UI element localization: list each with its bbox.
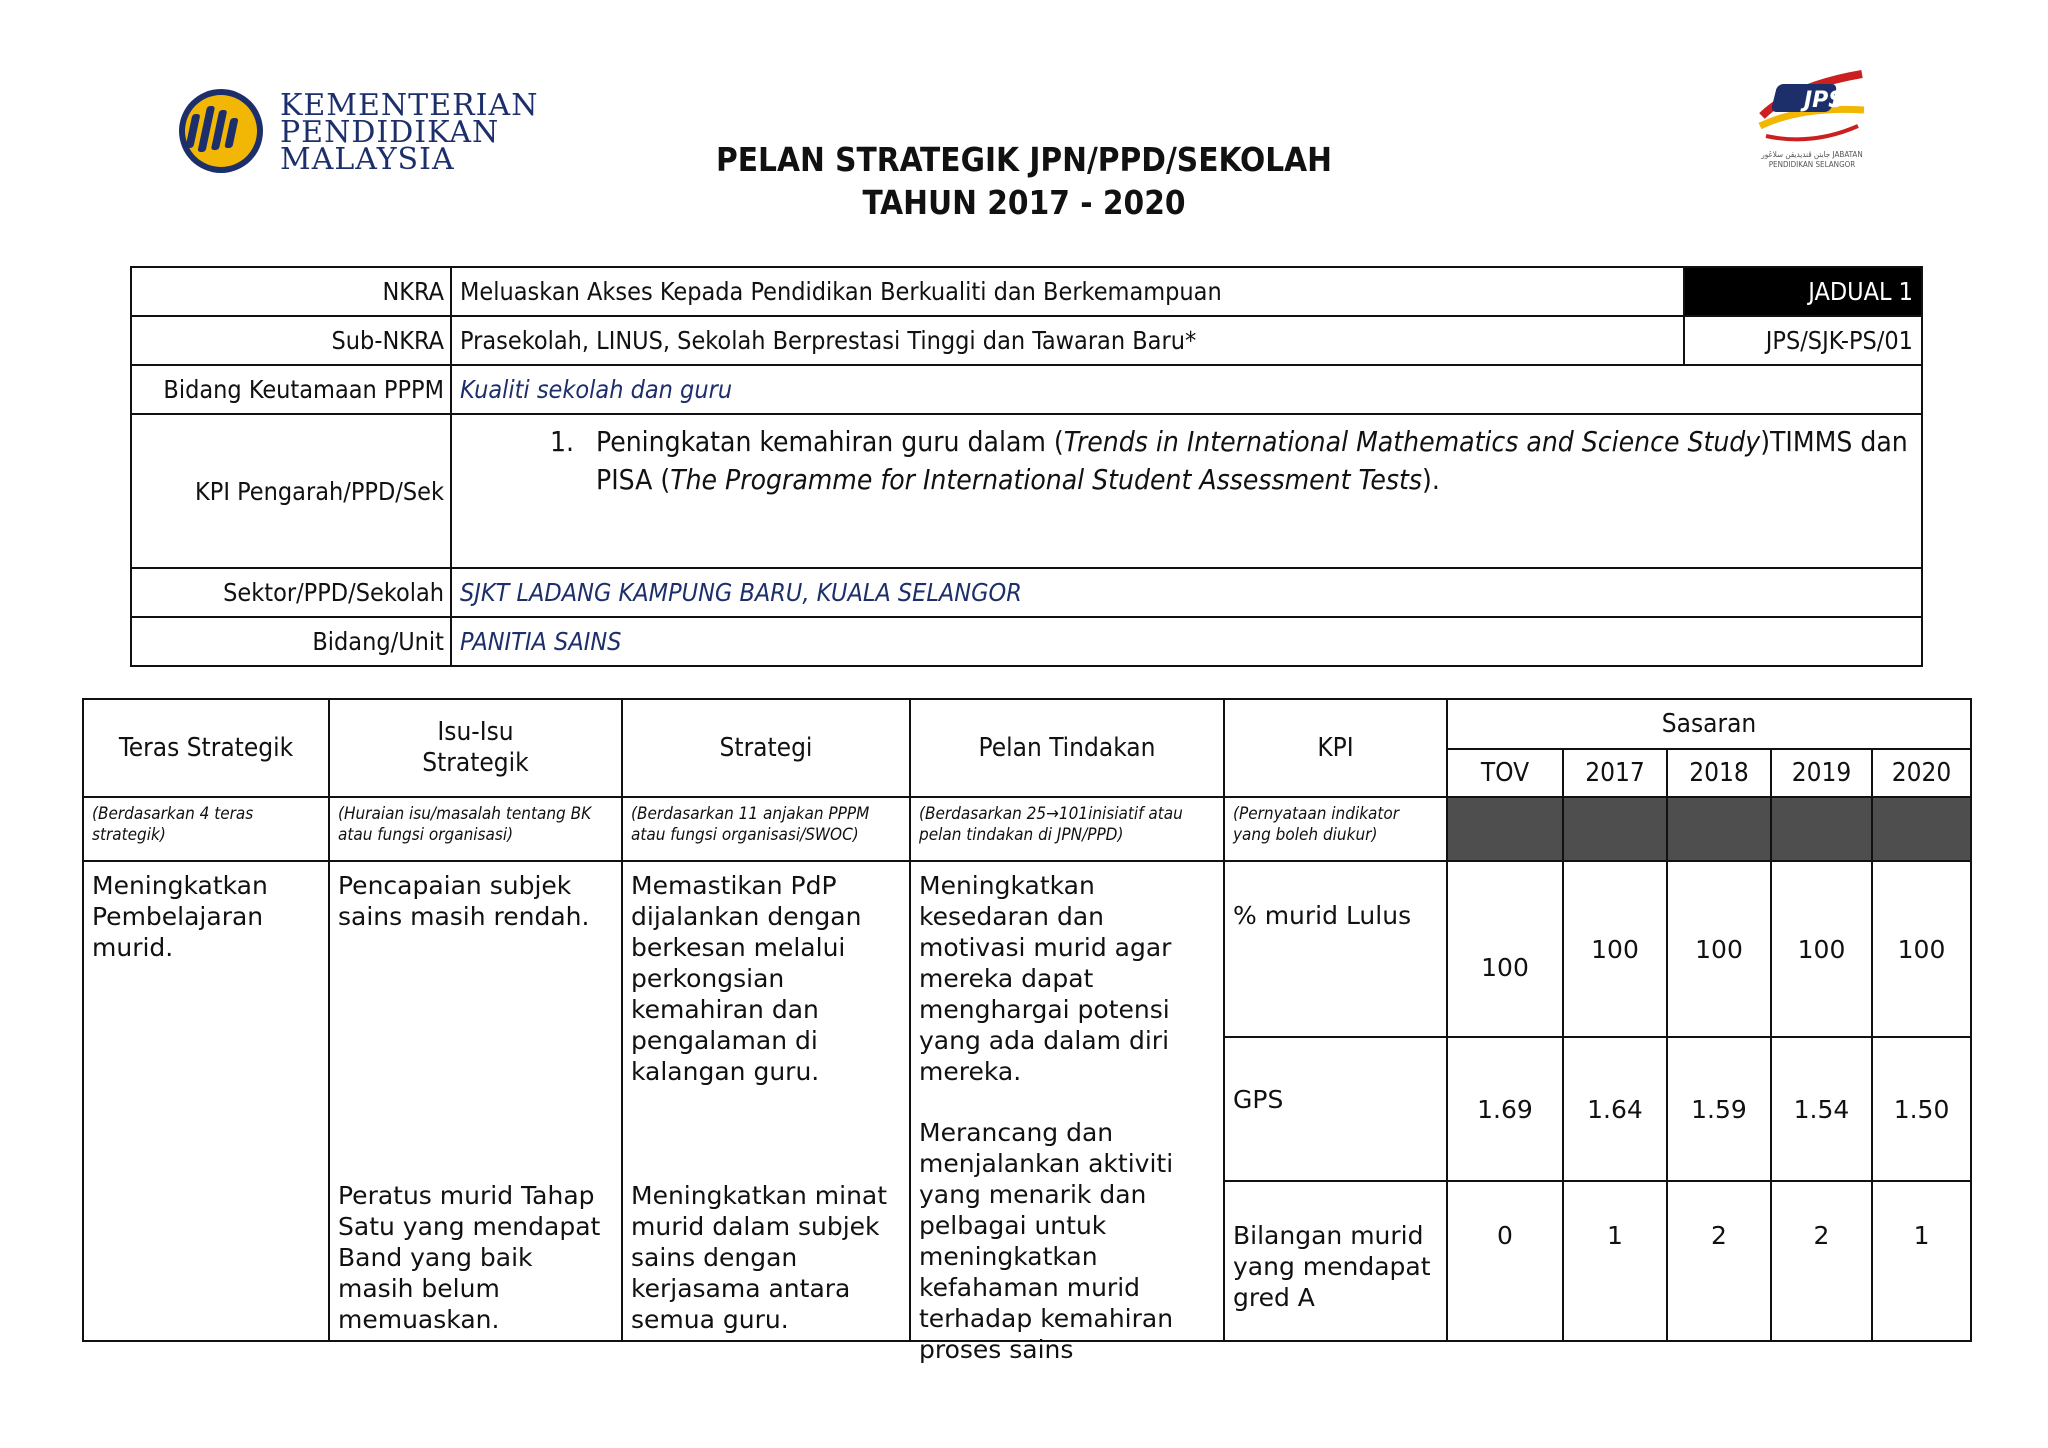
bidang-value: Kualiti sekolah dan guru xyxy=(451,365,1922,414)
kpi-cell: Bilangan murid yang mendapat gred A xyxy=(1224,1181,1447,1341)
subheader-strategi: (Berdasarkan 11 anjakan PPPM atau fungsi organisasi/SWOC) xyxy=(622,797,910,861)
kpi-statement: Peningkatan kemahiran guru dalam (Trends in International Mathematics and Science Study)TIMMS dan PISA (The Programme for International Student Assessment Tests). xyxy=(596,425,1908,496)
kpi-cell: % murid Lulus xyxy=(1224,861,1447,1037)
page-subtitle: TAHUN 2017 - 2020 xyxy=(862,183,1186,222)
kpi-value xyxy=(451,414,1922,568)
target-value: 100 xyxy=(1563,861,1667,1037)
pelan-item: Merancang dan menjalankan aktiviti yang menarik dan pelbagai untuk meningkatkan kefahaman murid terhadap kemahiran proses sains xyxy=(919,1118,1174,1364)
target-value: 1.69 xyxy=(1447,1037,1563,1181)
jps-logo-icon xyxy=(1752,66,1872,150)
header-year: 2018 xyxy=(1667,749,1771,797)
target-value: 1 xyxy=(1563,1181,1667,1341)
header-year: 2020 xyxy=(1872,749,1971,797)
nkra-value: Meluaskan Akses Kepada Pendidikan Berkualiti dan Berkemampuan xyxy=(451,267,1684,316)
target-value: 1.59 xyxy=(1667,1037,1771,1181)
target-value: 1.64 xyxy=(1563,1037,1667,1181)
isu-cell xyxy=(329,861,622,1341)
sektor-value: SJKT LADANG KAMPUNG BARU, KUALA SELANGOR xyxy=(451,568,1922,617)
isu-item: Peratus murid Tahap Satu yang mendapat Band yang baik masih belum memuaskan. xyxy=(338,1181,601,1334)
target-value: 100 xyxy=(1872,861,1971,1037)
subnkra-value: Prasekolah, LINUS, Sekolah Berprestasi Tinggi dan Tawaran Baru* xyxy=(451,316,1684,365)
jps-logo xyxy=(1752,66,1872,176)
shaded-cell xyxy=(1872,797,1971,861)
target-value: 100 xyxy=(1771,861,1872,1037)
info-table xyxy=(130,266,1923,667)
strategi-item: Meningkatkan minat murid dalam subjek sains dengan kerjasama antara semua guru. xyxy=(631,1181,888,1334)
header-year: 2017 xyxy=(1563,749,1667,797)
kpi-list-item xyxy=(550,423,1913,499)
unit-row xyxy=(131,617,1922,666)
subheader-isu: (Huraian isu/masalah tentang BK atau fungsi organisasi) xyxy=(329,797,622,861)
strategi-item: Memastikan PdP dijalankan dengan berkesan melalui perkongsian kemahiran dan pengalaman di kalangan guru. xyxy=(631,871,862,1086)
unit-value: PANITIA SAINS xyxy=(451,617,1922,666)
target-value: 2 xyxy=(1771,1181,1872,1341)
header-teras: Teras Strategik xyxy=(83,699,329,797)
subnkra-label: Sub-NKRA xyxy=(131,316,451,365)
jps-caption: جابتن ڤنديديقن سلاڠور JABATAN PENDIDIKAN SELANGOR xyxy=(1761,150,1863,169)
header-isu: Isu-Isu Strategik xyxy=(329,699,622,797)
target-value: 2 xyxy=(1667,1181,1771,1341)
nkra-row xyxy=(131,267,1922,316)
jadual-badge: JADUAL 1 xyxy=(1684,267,1922,316)
header-year: TOV xyxy=(1447,749,1563,797)
subheader-pelan: (Berdasarkan 25→101inisiatif atau pelan tindakan di JPN/PPD) xyxy=(910,797,1224,861)
shaded-cell xyxy=(1667,797,1771,861)
kpm-logo-text: KEMENTERIAN PENDIDIKAN MALAYSIA xyxy=(280,88,539,177)
subheader-row xyxy=(83,797,1971,861)
isu-item: Pencapaian subjek sains masih rendah. xyxy=(338,871,590,931)
bidang-row xyxy=(131,365,1922,414)
header-sasaran: Sasaran xyxy=(1447,699,1971,749)
pelan-cell xyxy=(910,861,1224,1364)
unit-label: Bidang/Unit xyxy=(131,617,451,666)
page-title: PELAN STRATEGIK JPN/PPD/SEKOLAH xyxy=(716,140,1332,179)
sektor-label: Sektor/PPD/Sekolah xyxy=(131,568,451,617)
strategic-plan-table xyxy=(82,698,1972,1364)
kpi-label: KPI Pengarah/PPD/Sek xyxy=(131,414,451,568)
target-value: 100 xyxy=(1667,861,1771,1037)
header-strategi: Strategi xyxy=(622,699,910,797)
document-code: JPS/SJK-PS/01 xyxy=(1684,316,1922,365)
target-value: 0 xyxy=(1447,1181,1563,1341)
target-value: 100 xyxy=(1447,861,1563,1037)
header-row xyxy=(83,699,1971,749)
teras-cell: Meningkatkan Pembelajaran murid. xyxy=(83,861,329,1341)
target-value: 1.54 xyxy=(1771,1037,1872,1181)
kpi-number: 1. xyxy=(550,425,575,458)
shaded-cell xyxy=(1563,797,1667,861)
table-row xyxy=(83,861,1971,1037)
header-year: 2019 xyxy=(1771,749,1872,797)
nkra-label: NKRA xyxy=(131,267,451,316)
target-value: 1 xyxy=(1872,1181,1971,1341)
target-value: 1.50 xyxy=(1872,1037,1971,1181)
shaded-cell xyxy=(1771,797,1872,861)
header-kpi: KPI xyxy=(1224,699,1447,797)
subheader-teras: (Berdasarkan 4 teras strategik) xyxy=(83,797,329,861)
strategi-cell xyxy=(622,861,910,1341)
sektor-row xyxy=(131,568,1922,617)
subheader-kpi: (Pernyataan indikator yang boleh diukur) xyxy=(1224,797,1447,861)
header-pelan: Pelan Tindakan xyxy=(910,699,1224,797)
kpi-row xyxy=(131,414,1922,568)
shaded-cell xyxy=(1447,797,1563,861)
kpi-cell: GPS xyxy=(1224,1037,1447,1181)
bidang-label: Bidang Keutamaan PPPM xyxy=(131,365,451,414)
svg-text:JPS: JPS xyxy=(1804,88,1845,113)
kpm-logo xyxy=(178,88,539,178)
subnkra-row xyxy=(131,316,1922,365)
pelan-item: Meningkatkan kesedaran dan motivasi murid agar mereka dapat menghargai potensi yang ada dalam diri mereka. xyxy=(919,871,1172,1086)
kpm-seal-icon xyxy=(178,88,264,174)
